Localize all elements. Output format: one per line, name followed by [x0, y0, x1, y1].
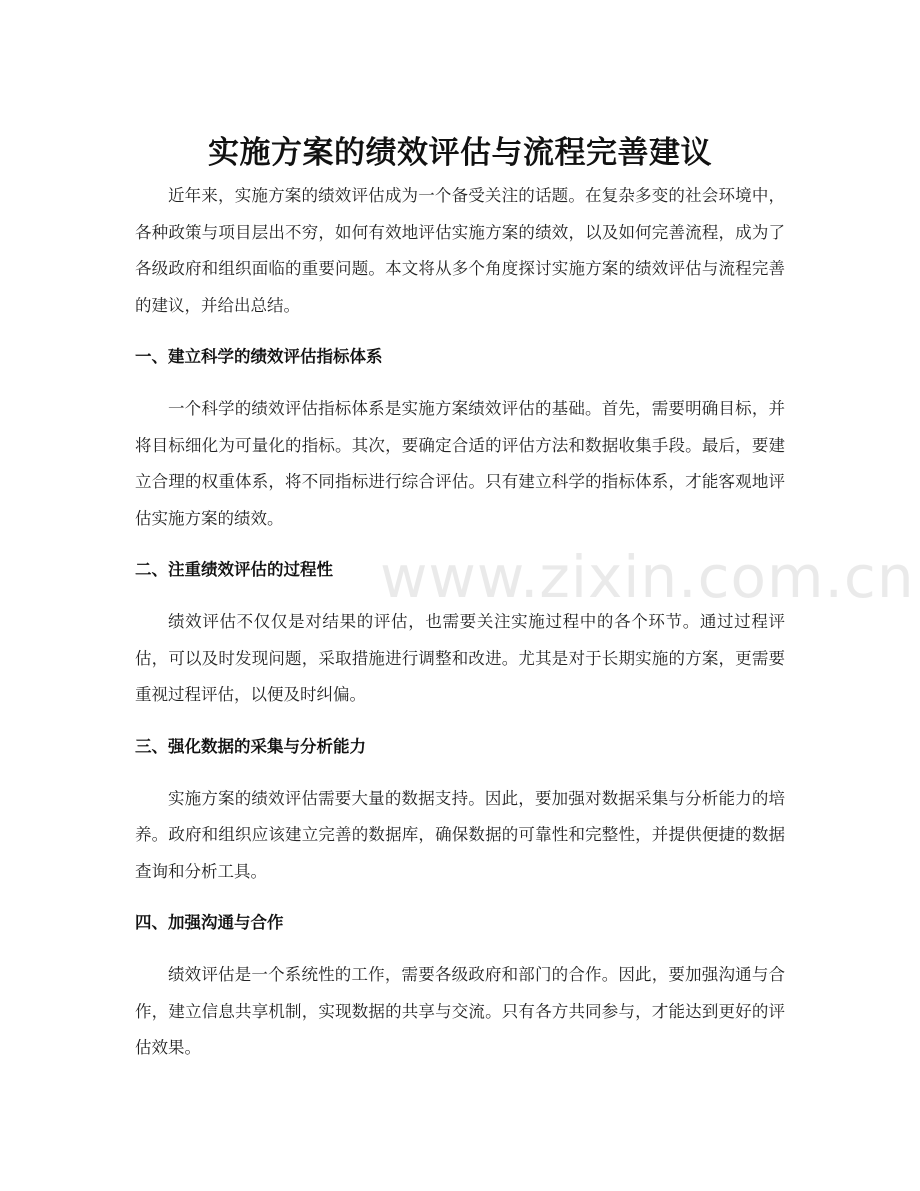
section-body-1: 一个科学的绩效评估指标体系是实施方案绩效评估的基础。首先，需要明确目标，并将目标细化为可量化的指标。其次，要确定合适的评估方法和数据收集手段。最后，要建立合理的权重体系，将不同指标进行综合评估。只有建立科学的指标体系，才能客观地评估实施方案的绩效。: [135, 399, 785, 528]
section-heading-1: 一、建立科学的绩效评估指标体系: [135, 347, 383, 366]
watermark: www.zixin.com.cn: [380, 543, 915, 611]
section-body-4: 绩效评估是一个系统性的工作，需要各级政府和部门的合作。因此，要加强沟通与合作，建立信息共享机制，实现数据的共享与交流。只有各方共同参与，才能达到更好的评估效果。: [135, 965, 785, 1057]
document-title: 实施方案的绩效评估与流程完善建议: [208, 134, 712, 171]
section-heading-3: 三、强化数据的采集与分析能力: [135, 736, 366, 756]
section-heading-2: 二、注重绩效评估的过程性: [135, 560, 333, 579]
document-body: [135, 178, 785, 1067]
section-heading-4: 四、加强沟通与合作: [135, 913, 284, 932]
section-body-2: 绩效评估不仅仅是对结果的评估，也需要关注实施过程中的各个环节。通过过程评估，可以及时发现问题，采取措施进行调整和改进。尤其是对于长期实施的方案，更需要重视过程评估，以便及时纠偏。: [135, 612, 785, 704]
section-body-3: 实施方案的绩效评估需要大量的数据支持。因此，要加强对数据采集与分析能力的培养。政府和组织应该建立完善的数据库，确保数据的可靠性和完整性，并提供便捷的数据查询和分析工具。: [135, 788, 785, 881]
intro-paragraph: 近年来，实施方案的绩效评估成为一个备受关注的话题。在复杂多变的社会环境中，各种政策与项目层出不穷，如何有效地评估实施方案的绩效，以及如何完善流程，成为了各级政府和组织面临的重要问题。本文将从多个角度探讨实施方案的绩效评估与流程完善的建议，并给出总结。: [135, 186, 785, 315]
